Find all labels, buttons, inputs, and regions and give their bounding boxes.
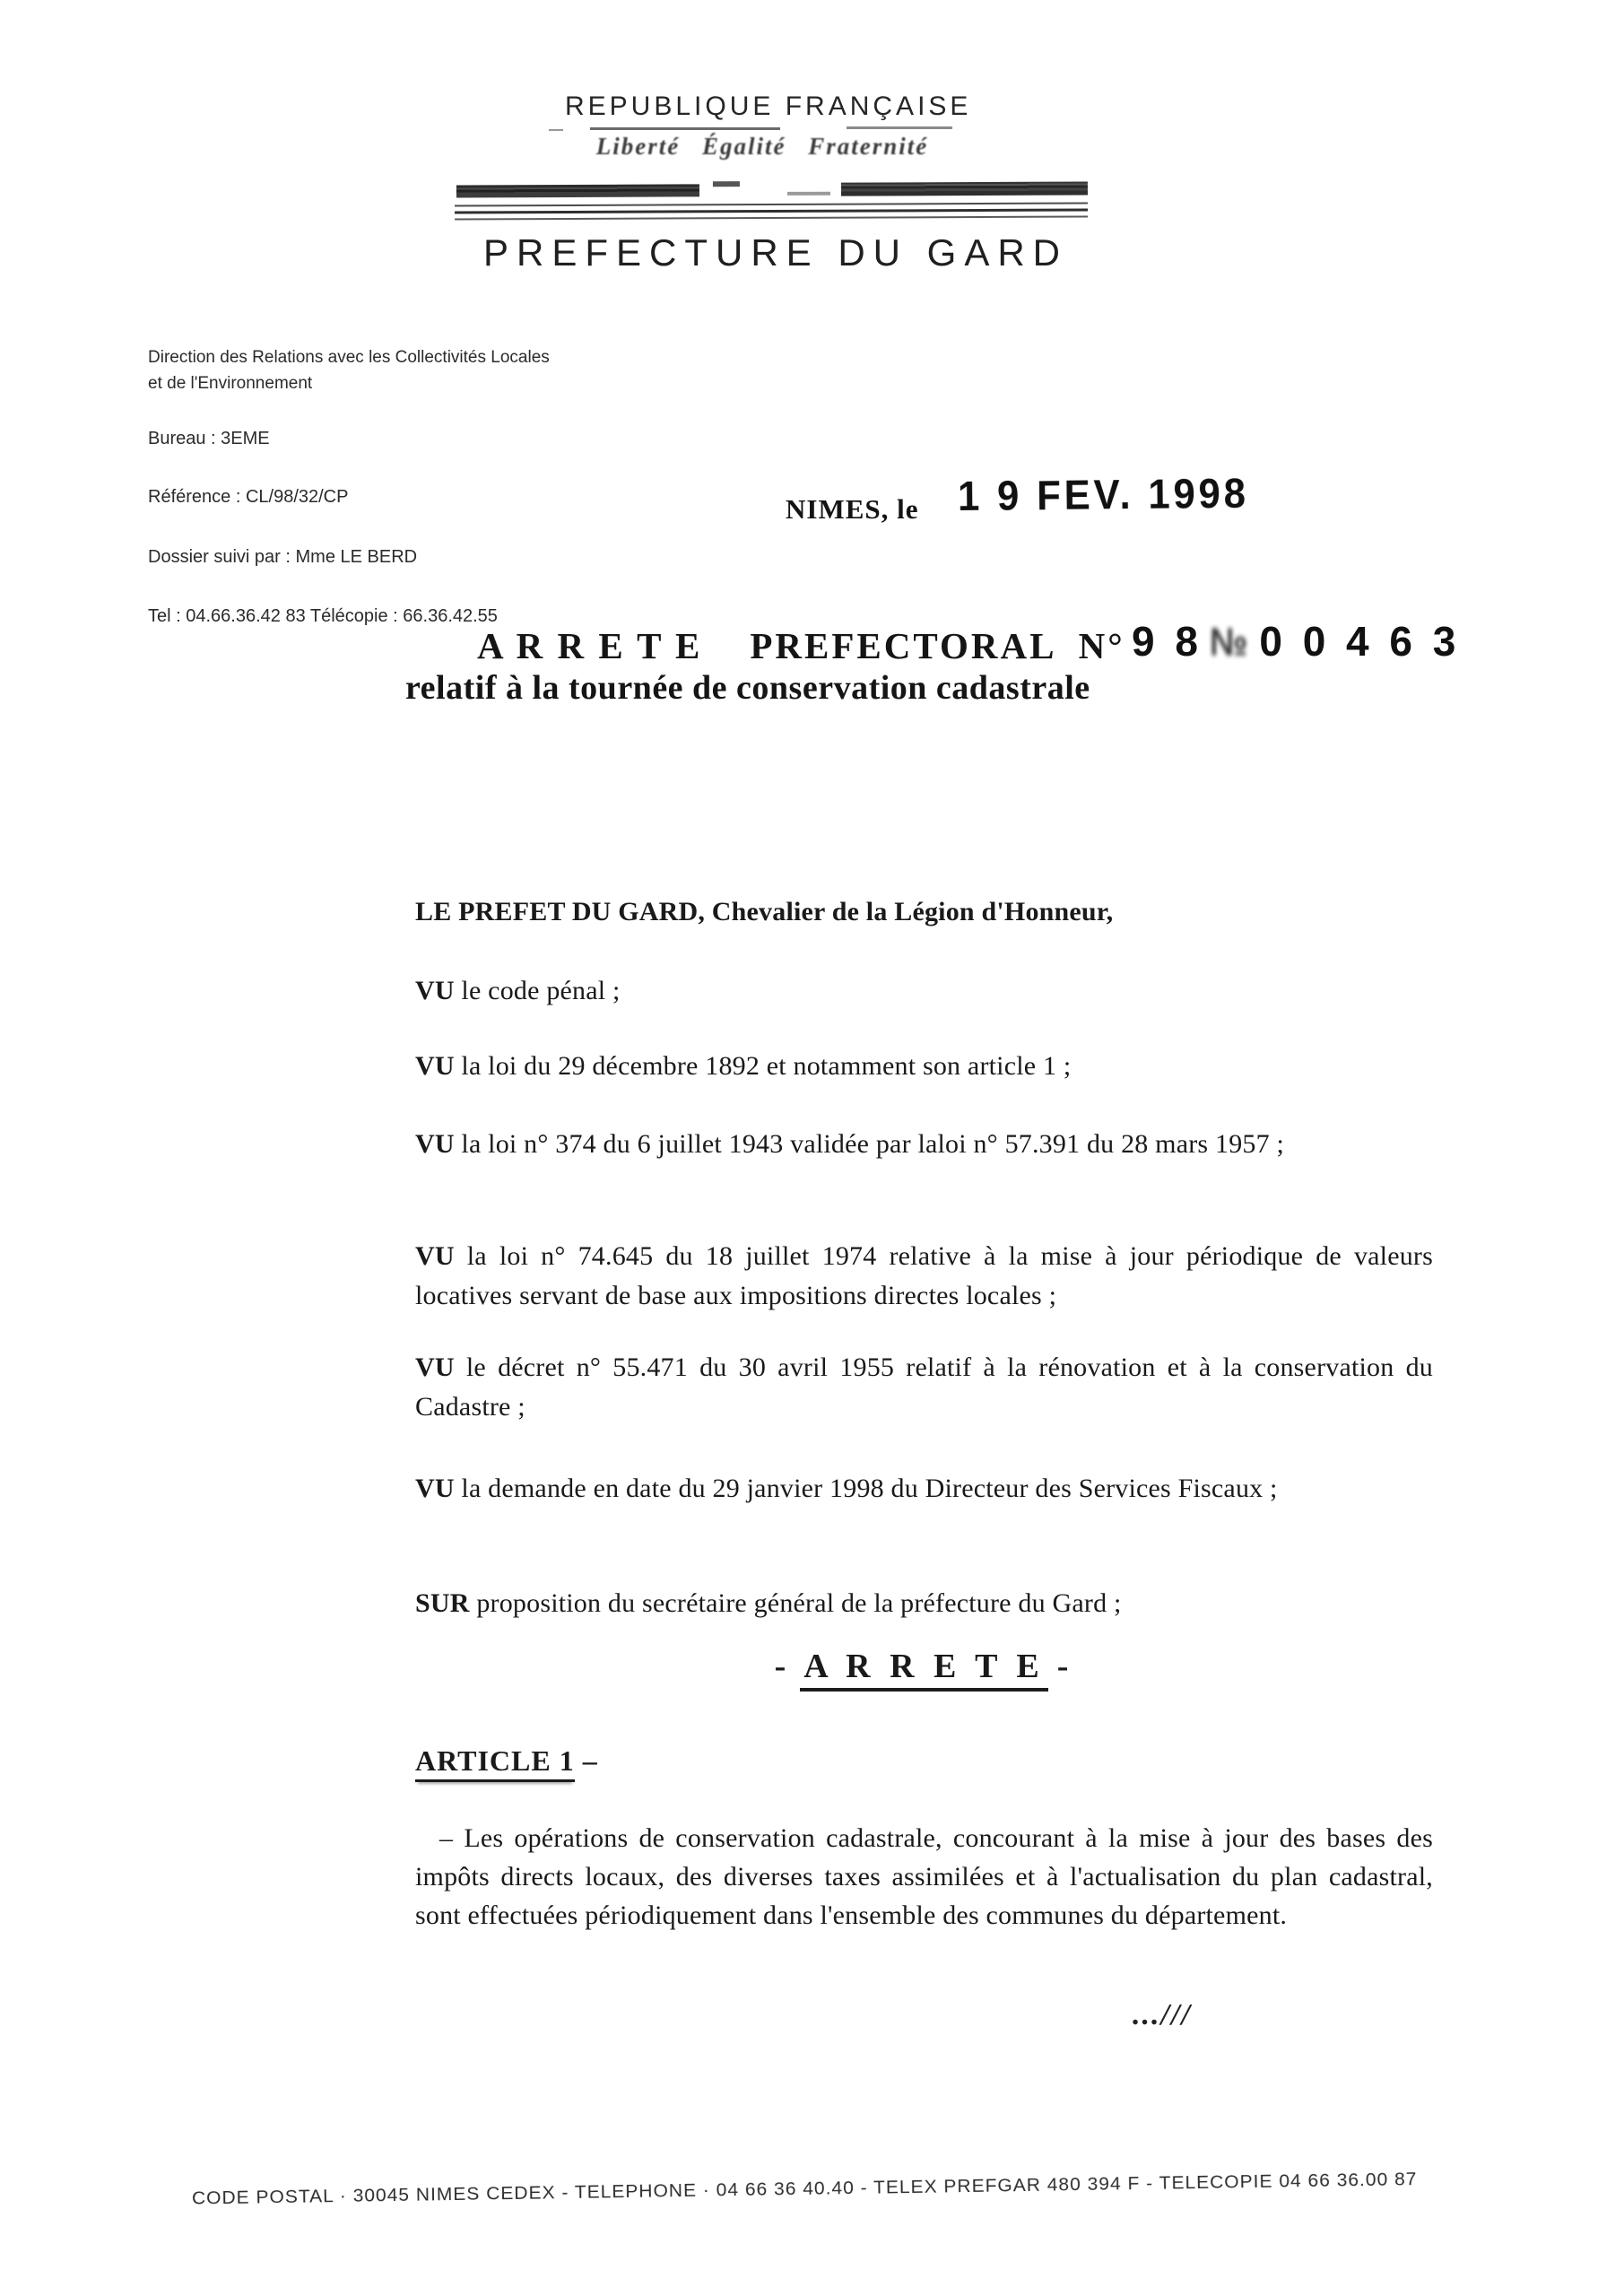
republic-underline-right [847,126,952,129]
direction-line-2: et de l'Environnement [148,374,313,393]
rule-bar-right [841,181,1088,196]
sur-clause [415,1584,1433,1623]
arrete-heading [415,1647,1433,1686]
opening-line: LE PREFET DU GARD, Chevalier de la Légion d'Honneur, [415,897,1114,926]
direction-line-1: Direction des Relations avec les Collectivités Locales [148,348,550,367]
dateline-place: NIMES, le [786,493,919,525]
rule-bar-left [456,184,699,197]
numero-mark: № [1209,621,1253,665]
national-motto: Liberté Égalité Fraternité [595,133,929,160]
bureau-line: Bureau : 3EME [148,429,270,448]
vu-clause [415,971,1433,1011]
vu-clause [415,1047,1433,1086]
clause-text: la loi n° 374 du 6 juillet 1943 validée par laloi n° 57.391 du 28 mars 1957 ; [454,1129,1285,1159]
arrete-dash-left: - [774,1648,792,1685]
footer-contact-line: CODE POSTAL · 30045 NIMES CEDEX - TELEPHONE · 04 66 36 40.40 - TELEX PREFGAR 480 394 F - TELECOPIE 04 66 36.00 87 [191,2170,1418,2209]
clause-keyword: VU [415,976,455,1005]
reference-line: Référence : CL/98/32/CP [148,487,349,507]
republic-underline-left [590,127,780,130]
decree-number-prefix: 9 8 [1132,618,1203,665]
rule-thin-line-3 [455,215,1088,220]
telephone-line: Tel : 04.66.36.42 83 Télécopie : 66.36.42.55 [148,606,498,626]
prefecture-title: PREFECTURE DU GARD [482,231,1069,274]
article-1-heading [415,1741,1433,1780]
rule-thin-line-2 [455,208,1088,213]
rule-dash-faint [787,192,830,196]
clause-text: la loi du 29 décembre 1892 et notamment son article 1 ; [454,1051,1072,1081]
article-1-text: – Les opérations de conservation cadastrale, concourant à la mise à jour des bases des impôts directs locaux, des diverses taxes assimilées et à l'actualisation du plan cadastral, sont effectuées périodiquement dans l'ensemble des communes du département. [415,1823,1433,1930]
clause-keyword: VU [415,1051,455,1081]
decree-subtitle: relatif à la tournée de conservation cadastrale [405,669,1090,707]
clause-text: le code pénal ; [454,976,621,1005]
clause-keyword: VU [415,1352,455,1382]
article-1-label: ARTICLE 1 [415,1744,575,1782]
clause-keyword: VU [415,1241,455,1271]
clause-text: proposition du secrétaire général de la préfecture du Gard ; [469,1588,1122,1618]
arrete-word: A R R E T E [800,1648,1047,1692]
arrete-dash-right: - [1056,1648,1074,1685]
republic-underline-mark [549,129,563,131]
decree-number-stamp [1132,617,1460,665]
clause-keyword: VU [415,1129,455,1159]
date-stamp: 1 9 FEV. 1998 [957,469,1250,519]
decree-title: A R R E T E PREFECTORAL N° [477,625,1125,666]
clause-keyword: SUR [415,1588,470,1618]
dossier-line: Dossier suivi par : Mme LE BERD [148,547,418,567]
vu-clause [415,1125,1433,1164]
vu-clause [415,1469,1433,1509]
rule-dash-small [713,181,740,187]
continuation-mark: .../// [1133,1998,1192,2031]
republic-title: REPUBLIQUE FRANÇAISE [565,91,972,121]
decree-number-suffix: 0 0 4 6 3 [1259,618,1461,665]
clause-text: la demande en date du 29 janvier 1998 du Directeur des Services Fiscaux ; [454,1474,1278,1503]
clause-text: la loi n° 74.645 du 18 juillet 1974 relative à la mise à jour périodique de valeurs locatives servant de base aux impositions directes locales ; [415,1241,1433,1310]
clause-keyword: VU [415,1474,455,1503]
vu-clause [415,1237,1433,1316]
article-1-dash: – [574,1744,598,1777]
clause-text: le décret n° 55.471 du 30 avril 1955 relatif à la rénovation et à la conservation du Cadastre ; [415,1352,1433,1422]
rule-thin-line-1 [455,202,1088,206]
vu-clause [415,1348,1433,1427]
